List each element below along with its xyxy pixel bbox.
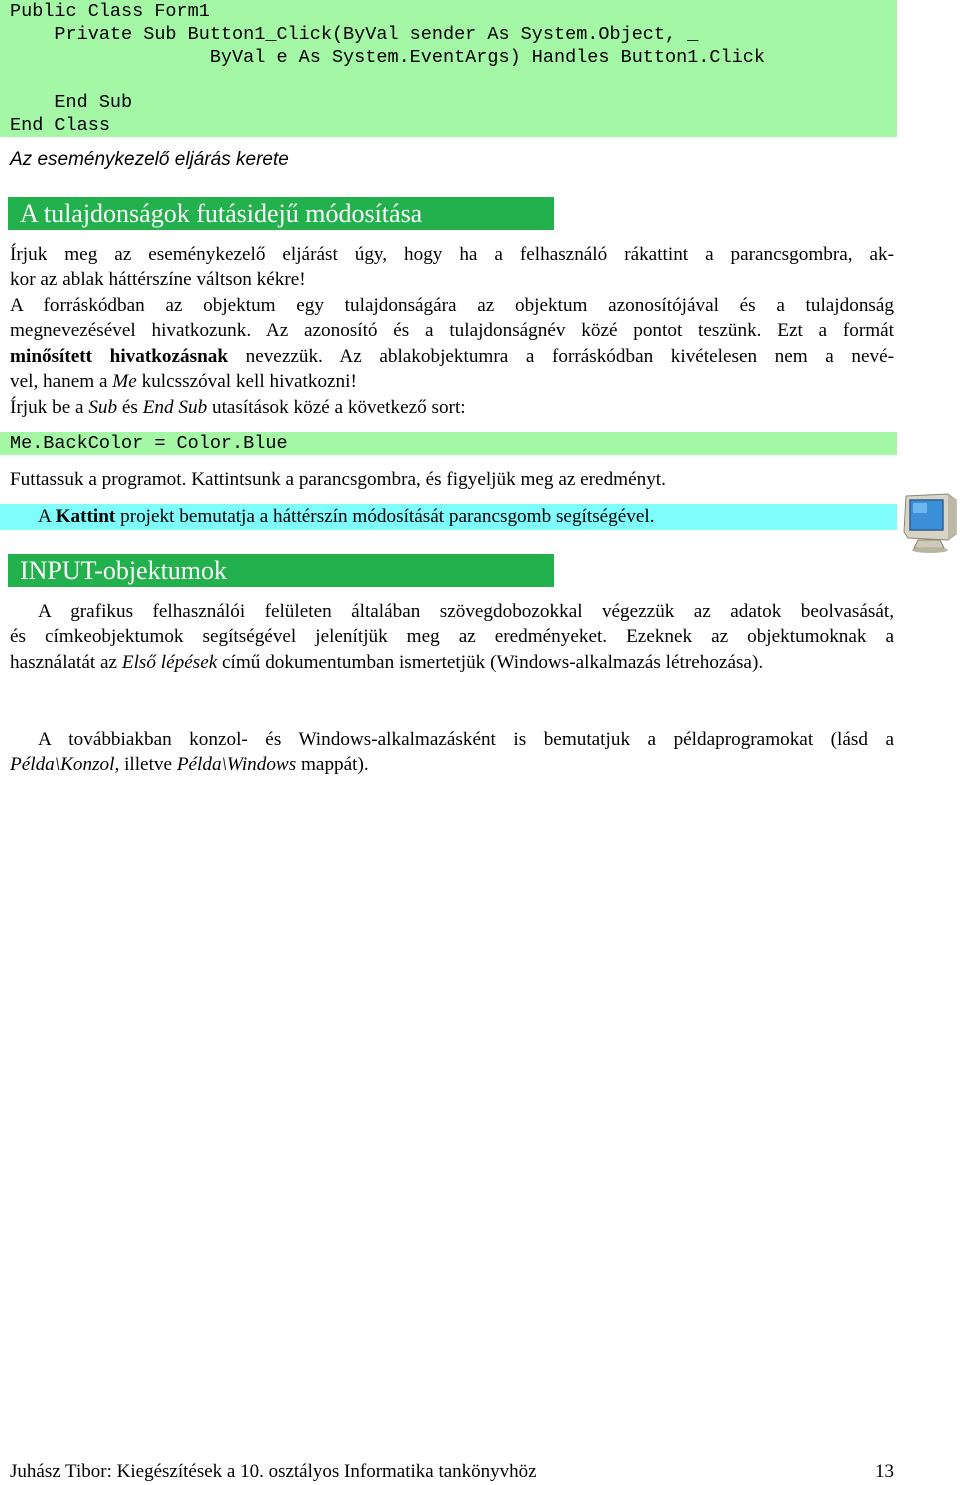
text-run: kulcsszóval kell hivatkozni! xyxy=(136,371,357,392)
text-run: projekt bemutatja a háttérszín módosítását parancsgomb segítségével. xyxy=(115,506,655,527)
text-run: vel, hanem a xyxy=(10,371,113,392)
keyword-end-sub: End Sub xyxy=(142,397,208,418)
section-heading-properties: A tulajdonságok futásidejű módosítása xyxy=(8,197,554,230)
paragraph-line: Futtassuk a programot. Kattintsunk a parancsgombra, és figyeljük meg az eredményt. xyxy=(10,469,666,490)
paragraph-line: kor az ablak háttérszíne váltson kékre! xyxy=(10,269,306,290)
paragraph-line xyxy=(10,395,466,420)
text-run: , illetve xyxy=(114,754,177,775)
paragraph-line xyxy=(10,344,894,369)
text-run: utasítások közé a következő sort: xyxy=(207,397,466,418)
code-snippet xyxy=(0,432,897,455)
project-name: Kattint xyxy=(55,506,116,527)
page-number: 13 xyxy=(875,1461,894,1482)
paragraph-line: A forráskódban az objektum egy tulajdonságára az objektum azonosítójával és a tulajdonság xyxy=(10,295,894,316)
text-run: című dokumentumban ismertetjük (Windows-alkalmazás létrehozása). xyxy=(217,652,764,673)
footer-title: Juhász Tibor: Kiegészítések a 10. osztályos Informatika tankönyvhöz xyxy=(10,1461,537,1482)
paragraph-line xyxy=(10,369,357,394)
text-run: A xyxy=(38,506,56,527)
paragraph-line: megnevezésével hivatkozunk. Az azonosító és a tulajdonságnév közé pontot teszünk. Ezt a formát xyxy=(10,320,894,341)
text-run: nevezzük. Az ablakobjektumra a forráskódban kivételesen nem a nevé- xyxy=(228,346,895,367)
section-heading-input-objects: INPUT-objektumok xyxy=(8,554,554,587)
paragraph-line xyxy=(10,752,369,777)
keyword-sub: Sub xyxy=(88,397,118,418)
computer-monitor-icon xyxy=(900,492,960,554)
doc-title: Első lépések xyxy=(121,652,218,673)
code-line-2: Private Sub Button1_Click(ByVal sender As System.Object, _ xyxy=(10,24,699,45)
keyword-me: Me xyxy=(112,371,137,392)
folder-path: Példa\Windows xyxy=(176,754,297,775)
paragraph-line: Írjuk meg az eseménykezelő eljárást úgy, hogy ha a felhasználó rákattint a parancsgombra, ak- xyxy=(10,244,894,265)
code-line-3: ByVal e As System.EventArgs) Handles Button1.Click xyxy=(10,47,765,68)
project-note xyxy=(0,504,897,530)
code-caption: Az eseménykezelő eljárás kerete xyxy=(10,149,289,170)
text-run: és xyxy=(117,397,143,418)
bold-term: minősített hivatkozásnak xyxy=(10,346,229,367)
project-note-text xyxy=(38,504,655,530)
paragraph-line: A grafikus felhasználói felületen általában szövegdobozokkal végezzük az adatok beolvasását, xyxy=(38,601,894,622)
paragraph-line xyxy=(10,650,763,675)
code-block xyxy=(0,0,897,137)
folder-path: Példa\Konzol xyxy=(10,754,115,775)
paragraph-line: A továbbiakban konzol- és Windows-alkalmazásként is bemutatjuk a példaprogramokat (lásd a xyxy=(38,729,894,750)
text-run: mappát). xyxy=(296,754,369,775)
text-run: Írjuk be a xyxy=(10,397,89,418)
code-snippet-text: Me.BackColor = Color.Blue xyxy=(10,433,288,454)
code-line-5: End Sub xyxy=(10,92,133,113)
code-line-1: Public Class Form1 xyxy=(10,1,210,22)
paragraph-line: és címkeobjektumok segítségével jelenítjük meg az eredményeket. Ezeknek az objektumoknak a xyxy=(10,626,894,647)
text-run: használatát az xyxy=(10,652,122,673)
code-line-6: End Class xyxy=(10,115,110,136)
